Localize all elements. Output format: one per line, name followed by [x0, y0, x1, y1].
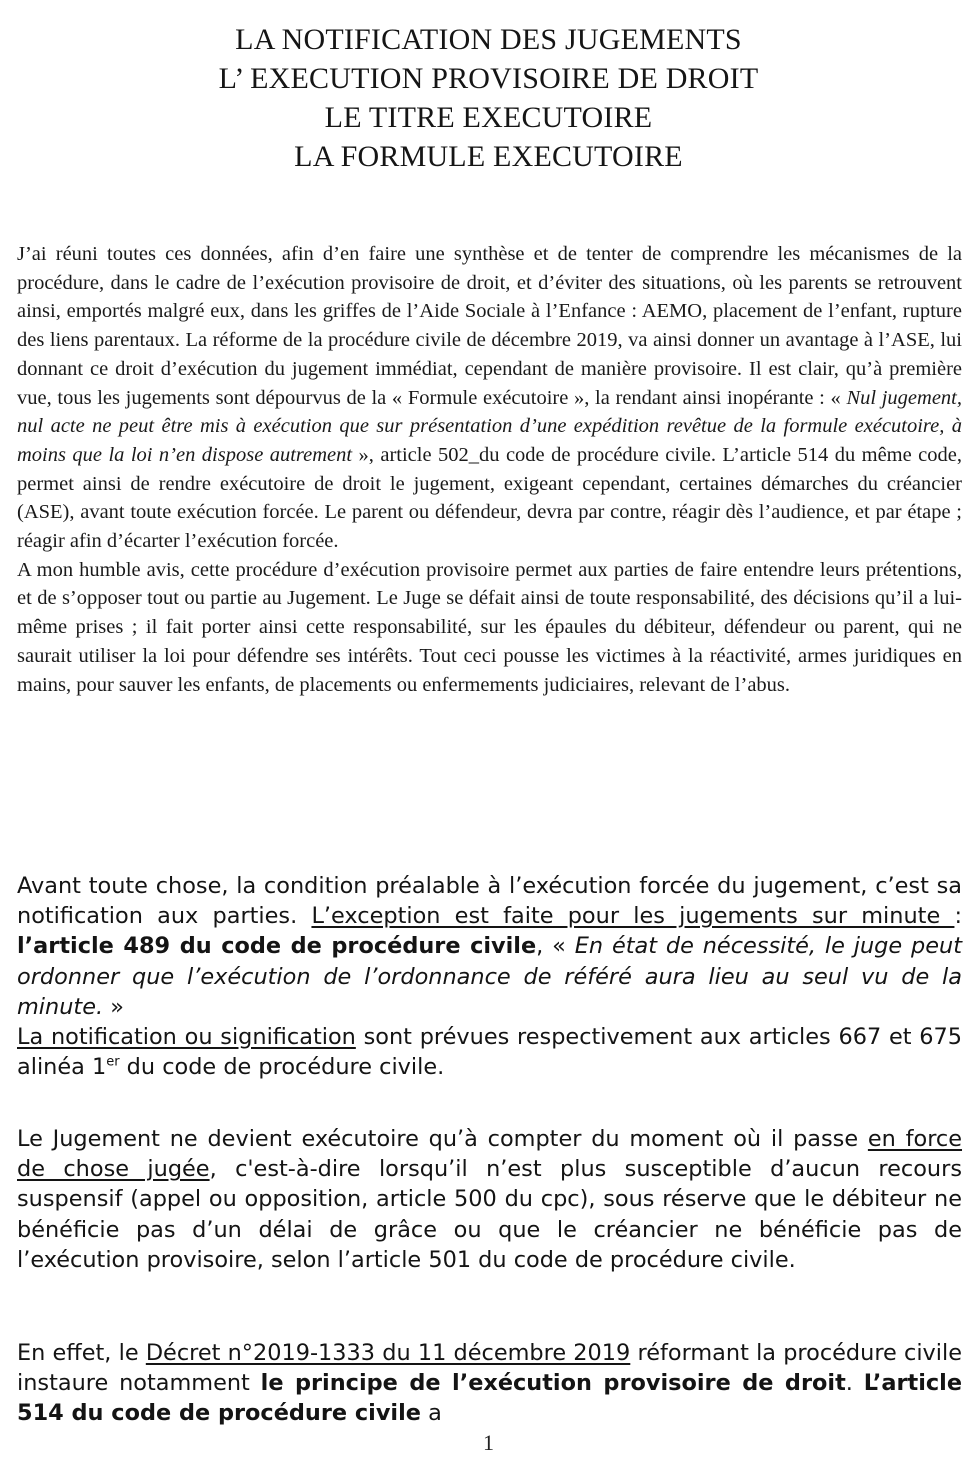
decret-text-d: a	[420, 1400, 442, 1427]
intro-paragraph-1	[17, 240, 962, 556]
signification-text: sont prévues respectivement aux articles 667 et 675 alinéa 1	[17, 1024, 963, 1081]
intro-paragraph-2: A mon humble avis, cette procédure d’exécution provisoire permet aux parties de faire entendre leurs prétentions, et de s’opposer tout ou partie au Jugement. Le Juge se défait ainsi de toute responsabilité, des décisions qu’il a lui-même prises ; il fait porter ainsi cette responsabilité, sur les épaules du débiteur, défendeur ou parent, qui ne saurait utiliser la loi pour défendre ses intérêts. Tout ceci pousse les victimes à la réactivité, armes juridiques en mains, pour sauver les enfants, de placements ou enfermements judiciaires, relevant de l’abus.	[17, 558, 962, 696]
decret-section	[17, 1338, 962, 1429]
decret-text-a: En effet, le	[17, 1340, 146, 1366]
decret-underlined: Décret n°2019-1333 du 11 décembre 2019	[145, 1340, 631, 1366]
signification-paragraph	[17, 1022, 962, 1082]
quote-close: »	[103, 993, 124, 1020]
title-line-3: LE TITRE EXECUTOIRE	[324, 101, 653, 134]
chose-jugee-text-b: , c'est-à-dire lorsqu’il n’est plus susceptible d’aucun recours suspensif (appel ou opposition, article 500 du cpc), sous réserve que le débiteur ne bénéficie pas d’un délai de grâce ou que le créancier ne bénéficie pas de l’exécution provisoire, selon l’article 501 du code de procédure civile.	[17, 1156, 962, 1273]
colon-text: :	[954, 903, 962, 930]
notification-section	[17, 871, 962, 1082]
notification-paragraph	[17, 871, 962, 1022]
intro-p1-end: », article 502_du code de procédure civile. L’article 514 du même code, permet ainsi de rendre exécutoire de droit le jugement, exigeant cependant, certaines démarches du créancier (ASE), avant toute exécution forcée. Le parent ou défendeur, devra par contre, réagir dès l’audience, et par étape ; réagir afin d’écarter l’exécution forcée.	[17, 443, 962, 553]
chose-jugee-underlined: en force de chose jugée	[17, 1126, 963, 1183]
intro-p1-start: J’ai réuni toutes ces données, afin d’en faire une synthèse et de tenter de comprendre les mécanismes de la procédure, dans le cadre de l’exécution provisoire de droit, et d’éviter des situations, où les parents se retrouvent ainsi, emportés malgré eux, dans les griffes de l’Aide Sociale à l’Enfance : AEMO, placement de l’enfant, rupture des liens parentaux. La réforme de la procédure civile de décembre 2019, va ainsi donner un avantage à l’ASE, lui donnant ce droit d’exécution du jugement immédiat, cependant de manière provisoire. Il est clair, qu’à première vue, tous les jugements sont dépourvus de la « Formule exécutoire », la rendant ainsi inopérante : «	[17, 243, 962, 409]
principe-bold: le principe de l’exécution provisoire de droit	[260, 1370, 846, 1397]
document-title	[0, 20, 977, 176]
decret-text-b: réformant la procédure civile instaure notamment	[17, 1340, 963, 1397]
superscript-er: er	[106, 1054, 120, 1070]
chose-jugee-paragraph	[17, 1124, 962, 1275]
intro-text	[17, 240, 962, 699]
page-number: 1	[483, 1430, 494, 1455]
decret-text-c: .	[845, 1370, 864, 1397]
signification-underlined: La notification ou signification	[17, 1024, 356, 1051]
notification-text: Avant toute chose, la condition préalable à l’exécution forcée du jugement, c’est sa notification aux parties.	[17, 873, 962, 930]
exception-underlined: L’exception est faite pour les jugements sur minute	[311, 903, 955, 930]
article-502-quote: Nul jugement, nul acte ne peut être mis à exécution que sur présentation d’une expédition revêtue de la formule exécutoire, à moins que la loi n’en dispose autrement	[17, 386, 962, 466]
article-514-bold: L’article 514 du code de procédure civile	[17, 1370, 963, 1427]
decret-paragraph	[17, 1338, 962, 1429]
signification-end: du code de procédure civile.	[119, 1054, 445, 1081]
chose-jugee-text-a: Le Jugement ne devient exécutoire qu’à compter du moment où il passe	[17, 1126, 868, 1152]
article-489-bold: l’article 489 du code de procédure civile	[17, 933, 537, 960]
title-line-2: L’ EXECUTION PROVISOIRE DE DROIT	[218, 62, 759, 95]
title-line-1: LA NOTIFICATION DES JUGEMENTS	[235, 23, 742, 56]
chose-jugee-section	[17, 1124, 962, 1275]
quote-open: , «	[536, 933, 575, 960]
article-489-quote: En état de nécessité, le juge peut ordonner que l’exécution de l’ordonnance de référé aura lieu au seul vu de la minute.	[17, 933, 963, 1020]
title-line-4: LA FORMULE EXECUTOIRE	[294, 140, 683, 173]
